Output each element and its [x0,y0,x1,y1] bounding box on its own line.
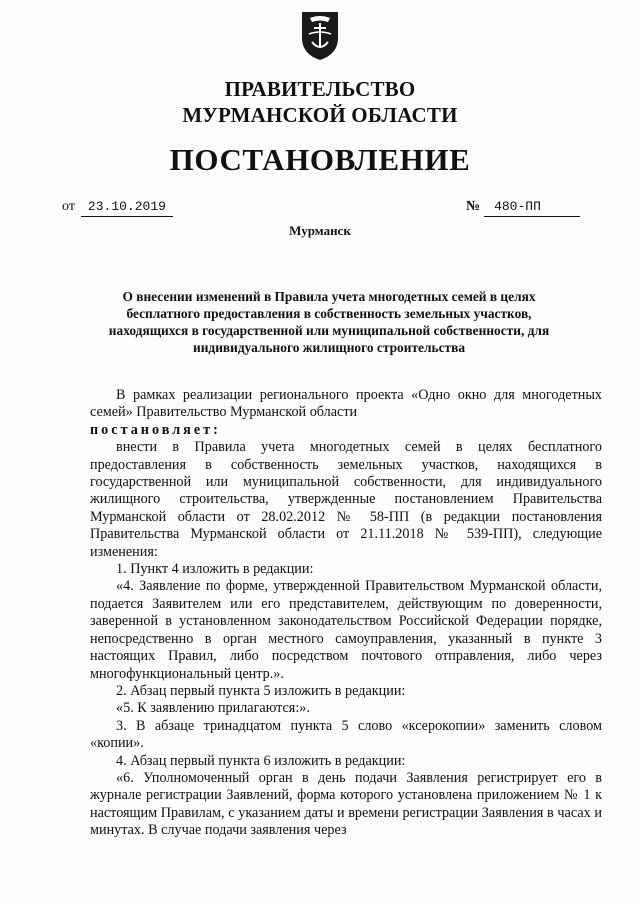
list-item: 2. Абзац первый пункта 5 изложить в редакции: [116,682,406,699]
list-item: «5. К заявлению прилагаются:». [116,700,310,717]
date-label: от [62,199,75,214]
list-item: 4. Абзац первый пункта 6 изложить в редакции: [116,752,406,769]
number-value: 480-ПП [484,198,580,217]
document-type: ПОСТАНОВЛЕНИЕ [169,142,471,177]
government-line1: ПРАВИТЕЛЬСТВО [224,77,416,101]
list-item: «6. Уполномоченный орган в день подачи Заявления регистрирует его в журнале регистрации Заявлений, форма которого установлена приложением № 1 к настоящим Правилам, с указанием даты и времени регистрации Заявления в часах и минутах. В случае подачи заявления через [90,769,602,839]
date-value: 23.10.2019 [81,198,173,217]
government-line2: МУРМАНСКОЙ ОБЛАСТИ [182,103,458,127]
decrees-word: постановляет: [90,421,221,438]
document-body [90,387,602,840]
date-field [62,198,173,217]
government-title [0,76,640,128]
list-item: 3. В абзаце тринадцатом пункта 5 слово «ксерокопии» заменить словом «копии». [90,717,602,752]
number-field [466,198,580,217]
city: Мурманск [289,223,351,238]
document-subject: О внесении изменений в Правила учета многодетных семей в целях бесплатного предоставления в собственность земельных участков, находящихся в государственной или муниципальной собственности, для индивидуального жилищного строительства [108,289,550,355]
coat-of-arms-icon [299,8,341,62]
intro-paragraph: внести в Правила учета многодетных семей в целях бесплатного предоставления в собственность земельных участков, находящихся в государственной или муниципальной собственности, для индивидуального жилищного строительства, утвержденные постановлением Правительства Мурманской области от 28.02.2012 № 58-ПП (в редакции постановления Правительства Мурманской области от 21.11.2018 № 539-ПП), следующие изменения: [90,439,602,560]
number-label: № [466,199,481,214]
preamble: В рамках реализации регионального проекта «Одно окно для многодетных семей» Правительство Мурманской области [90,387,602,421]
list-item: 1. Пункт 4 изложить в редакции: [116,561,314,578]
list-item: «4. Заявление по форме, утвержденной Правительством Мурманской области, подается Заявителем или его представителем, действующим по доверенности, заверенной в установленном законодательством Российской Федерации порядке, непосредственно в орган местного самоуправления, указанный в пункте 3 настоящих Правил, либо посредством почтового отправления, либо через многофункциональный центр.». [90,578,602,682]
